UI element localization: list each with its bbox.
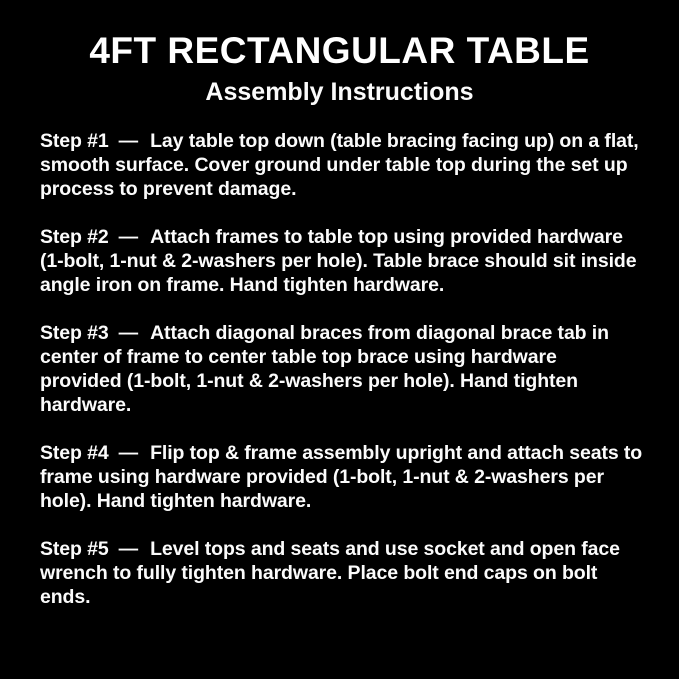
step-dash: — <box>118 322 139 345</box>
step-label: Step #5 <box>40 538 109 561</box>
step-text: Flip top & frame assembly upright and attach seats to frame using hardware provided (1-bolt, 1-nut & 2-washers per hole). Hand tighten hardware. <box>40 442 643 513</box>
step-dash: — <box>118 130 139 153</box>
page-subtitle: Assembly Instructions <box>205 77 474 106</box>
step-dash: — <box>118 442 139 465</box>
step-dash: — <box>118 226 139 249</box>
step-2 <box>40 225 643 297</box>
step-4 <box>40 441 643 513</box>
step-text: Attach diagonal braces from diagonal brace tab in center of frame to center table top brace using hardware provided (1-bolt, 1-nut & 2-washers per hole). Hand tighten hardware. <box>40 322 609 417</box>
step-label: Step #1 <box>40 130 109 153</box>
header <box>0 0 679 106</box>
step-5 <box>40 537 643 609</box>
step-text: Lay table top down (table bracing facing up) on a flat, smooth surface. Cover ground under table top during the set up process to prevent damage. <box>40 130 639 201</box>
step-label: Step #3 <box>40 322 109 345</box>
step-text: Attach frames to table top using provided hardware (1-bolt, 1-nut & 2-washers per hole). Table brace should sit inside angle iron on frame. Hand tighten hardware. <box>40 226 637 297</box>
page-title: 4FT RECTANGULAR TABLE <box>89 30 590 71</box>
step-3 <box>40 321 643 417</box>
step-text: Level tops and seats and use socket and open face wrench to fully tighten hardware. Place bolt end caps on bolt ends. <box>40 538 620 609</box>
step-1 <box>40 129 643 201</box>
step-label: Step #2 <box>40 226 109 249</box>
step-dash: — <box>118 538 139 561</box>
steps-list <box>0 106 679 609</box>
step-label: Step #4 <box>40 442 109 465</box>
